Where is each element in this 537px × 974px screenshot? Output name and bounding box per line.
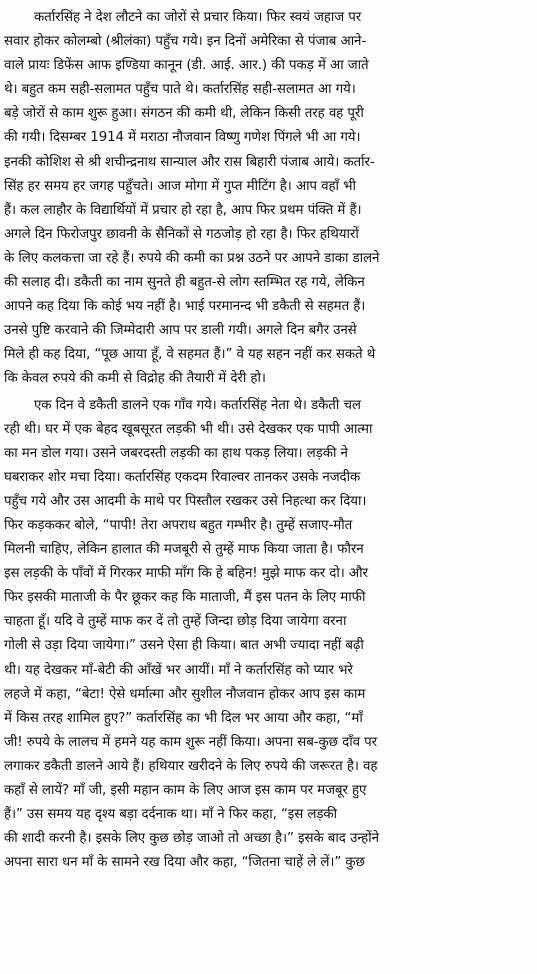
text-line: रही थी। घर में एक बेहद खूबसूरत लड़की भी थी। उसे देखकर एक पापी आत्मा <box>4 421 373 437</box>
text-line: कि केवल रुपये की कमी से विद्रोह की तैयारी में देरी हो। <box>4 371 266 387</box>
text-line: थे। बहुत कम सही-सलामत पहुँच पाते थे। कर्तारसिंह सही-सलामत आ गये। <box>4 82 356 98</box>
text-line: लगाकर डकैती डालने आये हैं। हथियार खरीदने के लिए रुपये की जरूरत है। वह <box>4 758 378 774</box>
text-line: फिर इसकी माताजी के पैर छूकर कह कि माताजी, मैं इस पतन के लिए माफी <box>4 590 366 606</box>
text-line: अगले दिन फिरोजपुर छावनी के सैनिकों से गठजोड़ हो रहा है। फिर हथियारों <box>4 226 359 242</box>
text-line: मिलनी चाहिए, लेकिन हालात की मजबूरी से तुम्हें माफ किया जाता है। फौरन <box>4 542 364 558</box>
text-line: का मन डोल गया। उसने जबरदस्ती लड़की का हाथ पकड़ लिया। लड़की ने <box>4 445 348 461</box>
text-line: थी। यह देखकर माँ-बेटी की आँखें भर आयीं। माँ ने कर्तारसिंह को प्यार भरे <box>4 662 353 678</box>
paragraph-1 <box>4 6 532 392</box>
text-line: इस लड़की के पाँवों में गिरकर माफी माँग कि हे बहिन! मुझे माफ कर दो। और <box>4 566 368 582</box>
text-line: जी! रुपये के लालच में हमने यह काम शुरू नहीं किया। अपना सब-कुछ दाँव पर <box>4 734 377 750</box>
text-line: एक दिन वे डकैती डालने एक गाँव गये। कर्तारसिंह नेता थे। डकैती चल <box>34 397 361 413</box>
text-line: वाले प्रायः डिफेंस आफ इण्डिया कानून (डी. आई. आर.) की पकड़ में आ जाते <box>4 58 369 74</box>
text-line: मिले ही कह दिया, “पूछ आया हूँ, वे सहमत हैं।” वे यह सहन नहीं कर सकते थे <box>4 347 376 363</box>
text-line: की सलाह दी। डकैती का नाम सुनते ही बहुत-से लोग स्तम्भित रह गये, लेकिन <box>4 275 365 291</box>
text-line: कर्तारसिंह ने देश लौटने का जोरों से प्रचार किया। फिर स्वयं जहाज पर <box>34 10 362 25</box>
text-line: घबराकर शोर मचा दिया। कर्तारसिंह एकदम रिवाल्वर तानकर उसके नजदीक <box>4 469 361 485</box>
text-line: हैं।” उस समय यह दृश्य बड़ा दर्दनाक था। माँ ने फिर कहा, “इस लड़की <box>4 807 338 823</box>
text-line: कहाँ से लायें? माँ जी, इसी महान काम के लिए आज इस काम पर मजबूर हुए <box>4 783 367 798</box>
text-line: फिर कड़ककर बोले, “पापी! तेरा अपराध बहुत गम्भीर है। तुम्हें सजाए-मौत <box>4 517 353 533</box>
paragraph-2 <box>4 394 532 876</box>
body-text <box>4 6 532 875</box>
text-line: के लिए कलकत्ता जा रहे हैं। रुपये की कमी का प्रश्न उठने पर आपने डाका डालने <box>4 250 380 266</box>
text-line: सवार होकर कोलम्बो (श्रीलंका) पहुँच गये। इन दिनों अमेरिका से पंजाब आने- <box>4 34 367 50</box>
text-line: पहुँच गये और उस आदमी के माथे पर पिस्तौल रखकर उसे निहत्था कर दिया। <box>4 493 367 509</box>
text-line: सिंह हर समय हर जगह पहुँचते। आज मोगा में गुप्त मीटिंग है। आप वहाँ भी <box>4 178 356 194</box>
text-line: की शादी करनी है। इसके लिए कुछ छोड़ जाओ तो अच्छा है।” इसके बाद उन्होंने <box>4 831 379 847</box>
text-line: लहजे में कहा, “बेटा! ऐसे धर्मात्मा और सुशील नौजवान होकर आप इस काम <box>4 686 366 702</box>
text-line: आपने कह दिया कि कोई भय नहीं है। भाई परमानन्द भी डकैती से सहमत हैं। <box>4 299 366 315</box>
text-line: में किस तरह शामिल हुए?” कर्तारसिंह का भी दिल भर आया और कहा, “माँ <box>4 710 363 726</box>
text-line: हैं। कल लाहौर के विद्यार्थियों में प्रचार हो रहा है, आप फिर प्रथम पंक्ति में हैं। <box>4 202 362 218</box>
text-line: इनकी कोशिश से श्री शचीन्द्रनाथ सान्याल और रास बिहारी पंजाब आये। कर्तार- <box>4 154 375 170</box>
text-line: चाहता हूँ। यदि वे तुम्हें माफ कर दें तो तुम्हें जिन्दा छोड़ दिया जायेगा वरना <box>4 614 347 630</box>
text-line: बड़े जोरों से काम शुरू हुआ। संगठन की कमी थी, लेकिन किसी तरह वह पूरी <box>4 106 364 122</box>
text-line: की गयी। दिसम्बर 1914 में मराठा नौजवान विष्णु गणेश पिंगले भी आ गये। <box>4 130 361 146</box>
text-line: गोली से उड़ा दिया जायेगा।” उसने ऐसा ही किया। बात अभी ज्यादा नहीं बढ़ी <box>4 638 364 654</box>
text-line: उनसे पुष्टि करवाने की जिम्मेदारी आप पर डाली गयी। अगले दिन बगैर उनसे <box>4 323 357 339</box>
text-line: अपना सारा धन माँ के सामने रख दिया और कहा, “जितना चाहें ले लें।” कुछ <box>4 855 365 871</box>
